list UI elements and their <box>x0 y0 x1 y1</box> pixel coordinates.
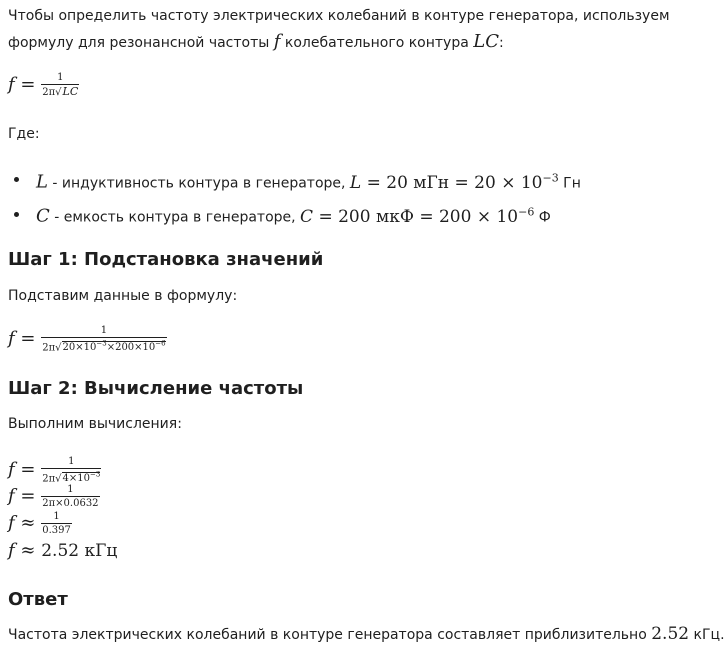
formula-fraction <box>41 72 79 98</box>
bullet-var-c: C <box>36 205 50 227</box>
radicand-exp-a: −3 <box>96 340 107 348</box>
radicand <box>62 472 101 484</box>
calc-lhs: f <box>8 512 15 534</box>
den-prefix: 2π <box>42 473 56 485</box>
intro-var-lc: LC <box>473 31 499 52</box>
calc-line-3 <box>8 511 72 536</box>
radicand-b: ×200×10 <box>106 342 156 354</box>
den-prefix: 2π <box>42 87 56 98</box>
expr-var: C <box>300 206 314 227</box>
formula-eq: = <box>20 328 36 350</box>
calc-line-1 <box>8 456 101 484</box>
formula-lhs: f <box>8 328 15 350</box>
radicand-exp: −3 <box>90 471 101 479</box>
calc-lhs: f <box>8 459 15 481</box>
calc-result: 2.52 кГц <box>41 541 118 561</box>
calc-fraction <box>41 456 101 484</box>
formula-numerator: 1 <box>41 325 166 338</box>
intro-colon: : <box>499 35 504 51</box>
answer-value: 2.52 <box>651 624 690 644</box>
answer-unit: кГц. <box>689 627 725 643</box>
radicand-exp-b: −6 <box>155 340 166 348</box>
expr-exp: −3 <box>542 171 559 184</box>
bullet-unit: Ф <box>534 209 551 226</box>
where-label: Где: <box>8 126 40 142</box>
calc-numerator: 1 <box>41 511 72 524</box>
intro-text-2: колебательного контура <box>284 35 469 51</box>
calc-op: ≈ <box>20 512 36 534</box>
formula-substituted <box>8 325 167 353</box>
formula-lhs: f <box>8 74 15 95</box>
bullet-text: - индуктивность контура в генераторе, <box>47 175 350 192</box>
step2-text: Выполним вычисления: <box>8 416 182 432</box>
step1-text: Подставим данные в формулу: <box>8 288 238 304</box>
bullet-var-l: L <box>36 171 48 193</box>
formula-numerator: 1 <box>41 72 79 85</box>
bullet-dot <box>14 177 19 182</box>
calc-line-2 <box>8 484 100 509</box>
step1-heading: Шаг 1: Подстановка значений <box>8 249 324 270</box>
formula-eq: = <box>20 74 36 95</box>
expr: = 20 мГн = 20 × 10 <box>361 172 543 193</box>
calc-fraction <box>41 511 72 536</box>
calc-fraction <box>41 484 99 509</box>
calc-op: = <box>20 459 36 481</box>
radicand: LC <box>62 85 79 98</box>
intro-text: формулу для резонансной частоты <box>8 35 270 51</box>
bullet-c <box>36 202 551 228</box>
calc-denominator: 0.397 <box>42 525 71 536</box>
calc-op: ≈ <box>20 540 36 561</box>
calc-denominator: 2π×0.0632 <box>42 498 99 509</box>
bullet-unit: Гн <box>558 175 581 192</box>
expr: = 200 мкФ = 200 × 10 <box>313 206 519 227</box>
calc-lhs: f <box>8 485 15 507</box>
formula-denominator: $2\pi√20\times 10^{-3}\times 200\times 10^{-6}$ <box>42 340 166 354</box>
intro-line-2 <box>8 32 504 53</box>
bullet-expr <box>300 207 534 227</box>
radicand-value: 4×10 <box>62 473 91 485</box>
answer-sentence: Частота электрических колебаний в контуре генератора составляет приблизительно <box>8 627 647 643</box>
answer-text <box>8 624 725 645</box>
bullet-expr <box>350 173 559 193</box>
radicand <box>62 341 166 353</box>
calc-op: = <box>20 485 36 507</box>
calc-numerator: 1 <box>41 456 101 469</box>
intro-line-1: Чтобы определить частоту электрических колебаний в контуре генератора, используем <box>8 8 670 24</box>
answer-heading: Ответ <box>8 589 68 610</box>
intro-var-f: f <box>273 31 281 52</box>
den-prefix: 2π <box>42 342 56 354</box>
calc-lhs: f <box>8 540 15 561</box>
bullet-text: - емкость контура в генераторе, <box>49 209 301 226</box>
formula-main <box>8 72 79 98</box>
step2-heading: Шаг 2: Вычисление частоты <box>8 378 304 399</box>
formula-fraction <box>41 325 166 353</box>
calc-denominator: $2\pi√4\times 10^{-3}$ <box>42 471 101 485</box>
bullet-l <box>36 168 581 194</box>
calc-numerator: 1 <box>41 484 99 497</box>
radicand-a: 20×10 <box>62 342 97 354</box>
formula-denominator: 2π√LC <box>42 85 79 98</box>
expr-exp: −6 <box>518 205 535 218</box>
calc-line-4 <box>8 540 117 561</box>
expr-var: L <box>349 172 362 193</box>
bullet-dot <box>14 212 19 217</box>
